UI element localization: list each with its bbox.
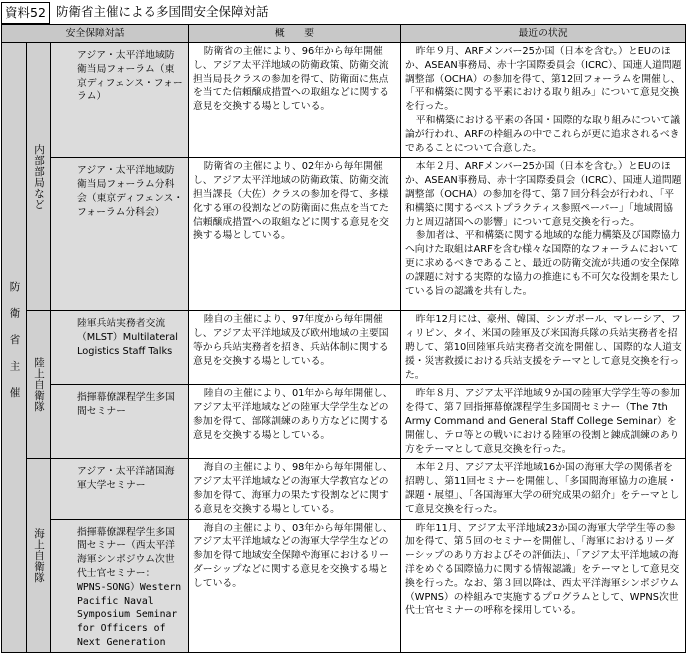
col-dialogue: 安全保障対話 (2, 25, 189, 43)
group-gsdf: 陸上自衛隊 (27, 311, 51, 459)
table-row (2, 385, 686, 459)
col-status: 最近の状況 (401, 25, 686, 43)
table-row (2, 158, 686, 311)
status-text: 昨年12月には、豪州、韓国、シンガポール、マレーシア、フィリピン、タイ、米国の陸軍及び米国海兵隊の兵站実務者を招聘して、第10回陸軍兵站実務者交流を開催し、国際的な人道支援・災害救援における兵站支援をテーマとして意見交換を行った。 (401, 311, 686, 385)
col-overview: 概 要 (189, 25, 401, 43)
status-text: 昨年９月、ARFメンバー25か国（日本を含む。）とEUのほか、ASEAN事務局、赤十字国際委員会（ICRC）、国連人道問題調整部（OCHA）の参加を得て、第12回フォーラムを開催し、「平和構築に関する平素における取り組み」について意見交換を行った。 平和構築における平素の各国・国際的な取り組みについて議論が行われ、ARFの枠組みの中でこれらが更に追求されるべきであることについて合意した。 (401, 43, 686, 158)
dialogue-name: アジア・太平洋諸国海軍大学セミナー (51, 459, 189, 519)
overview-text: 海自の主催により、98年から毎年開催し、アジア太平洋地域などの海軍大学教官などの参加を得て、海軍力の果たす役割などに関する意見を交換する場としている。 (189, 459, 401, 519)
table-row (2, 459, 686, 519)
document-title: 防衛省主催による多国間安全保障対話 (56, 4, 269, 19)
header-row (2, 25, 686, 43)
status-text: 本年２月、ARFメンバー25か国（日本を含む。）とEUのほか、ASEAN事務局、赤十字国際委員会（ICRC）、国連人道問題調整部（OCHA）の参加を得て、第７回分科会が行われ、「平和構築に関するベストプラクティス参照ペーパー」「地域間協力と周辺諸国への影響」について意見交換を行った。 参加者は、平和構築に関する地域的な能力構築及び国際協力へ向けた取組はARFを含む様々な国際的なフォーラムにおいて更に求めるべきであること、最近の防衛交流が共通の安全保障の課題に対する実際的な協力の推進にも不可欠な役割を果たしている旨の認識を共有した。 (401, 158, 686, 311)
document-number: 資料52 (1, 2, 50, 24)
table-row (2, 311, 686, 385)
dialogue-name: 指揮幕僚課程学生多国間セミナー（西太平洋海軍シンポジウム次世代士官セミナー：WPNS-SONG）Western Pacific Naval Symposium Seminar for Officers of Next Generation (51, 519, 189, 652)
dialogue-name: アジア・太平洋地域防衛当局フォーラム分科会（東京ディフェンス・フォーラム分科会） (51, 158, 189, 311)
overview-text: 陸自の主催により、97年度から毎年開催し、アジア太平洋地域及び欧州地域の主要国等から兵站実務者を招き、兵站体制に関する意見を交換する場としている。 (189, 311, 401, 385)
group-outer: 防衛省主催 (2, 43, 27, 653)
table-row (2, 43, 686, 158)
group-msdf: 海上自衛隊 (27, 459, 51, 652)
dialogue-name: 陸軍兵站実務者交流（MLST）Multilateral Logistics Staff Talks (51, 311, 189, 385)
status-text: 昨年８月、アジア太平洋地域９か国の陸軍大学学生等の参加を得て、第７回指揮幕僚課程学生多国間セミナー（The 7th Army Command and General Staff College Seminar）を開催し、テロ等との戦いにおける陸軍の役割と錬成訓練のあり方をテーマとして意見交換を行った。 (401, 385, 686, 459)
status-text: 本年２月、アジア太平洋地域16か国の海軍大学の関係者を招聘し、第11回セミナーを開催し、「多国間海軍協力の進展・課題・展望」、「各国海軍大学の研究成果の紹介」をテーマとして意見交換を行った。 (401, 459, 686, 519)
dialogue-name: 指揮幕僚課程学生多国間セミナー (51, 385, 189, 459)
dialogue-table (1, 24, 686, 653)
overview-text: 海自の主催により、03年から毎年開催し、アジア太平洋地域などの海軍大学学生などの参加を得て地域安全保障や海軍におけるリーダーシップなどに関する意見を交換する場としている。 (189, 519, 401, 652)
document-header (0, 0, 686, 26)
overview-text: 防衛省の主催により、96年から毎年開催し、アジア太平洋地域の防衛政策、防衛交流担当局長クラスの参加を得て、防衛面に焦点を当てた信頼醸成措置への取組などに関する意見を交換する場としている。 (189, 43, 401, 158)
group-internal: 内部部局など (27, 43, 51, 311)
overview-text: 陸自の主催により、01年から毎年開催し、アジア太平洋地域などの陸軍大学学生などの参加を得て、部隊訓練のあり方などに関する意見を交換する場としている。 (189, 385, 401, 459)
overview-text: 防衛省の主催により、02年から毎年開催し、アジア太平洋地域の防衛政策、防衛交流担当課長（大佐）クラスの参加を得て、多様化する軍の役割などの防衛面に焦点を当てた信頼醸成措置への取組などに関する意見を交換する場としている。 (189, 158, 401, 311)
status-text: 昨年11月、アジア太平洋地域23か国の海軍大学学生等の参加を得て、第５回のセミナーを開催し、「海軍におけるリーダーシップのあり方およびその評価法」、「アジア太平洋地域の海洋をめぐる国際協力に関する情報認識」をテーマとして意見交換を行った。なお、第３回以降は、西太平洋海軍シンポジウム（WPNS）の枠組みで実施するプログラムとして、WPNS次世代士官セミナーの呼称を採用している。 (401, 519, 686, 652)
dialogue-name: アジア・太平洋地域防衛当局フォーラム（東京ディフェンス・フォーラム） (51, 43, 189, 158)
table-row (2, 519, 686, 652)
